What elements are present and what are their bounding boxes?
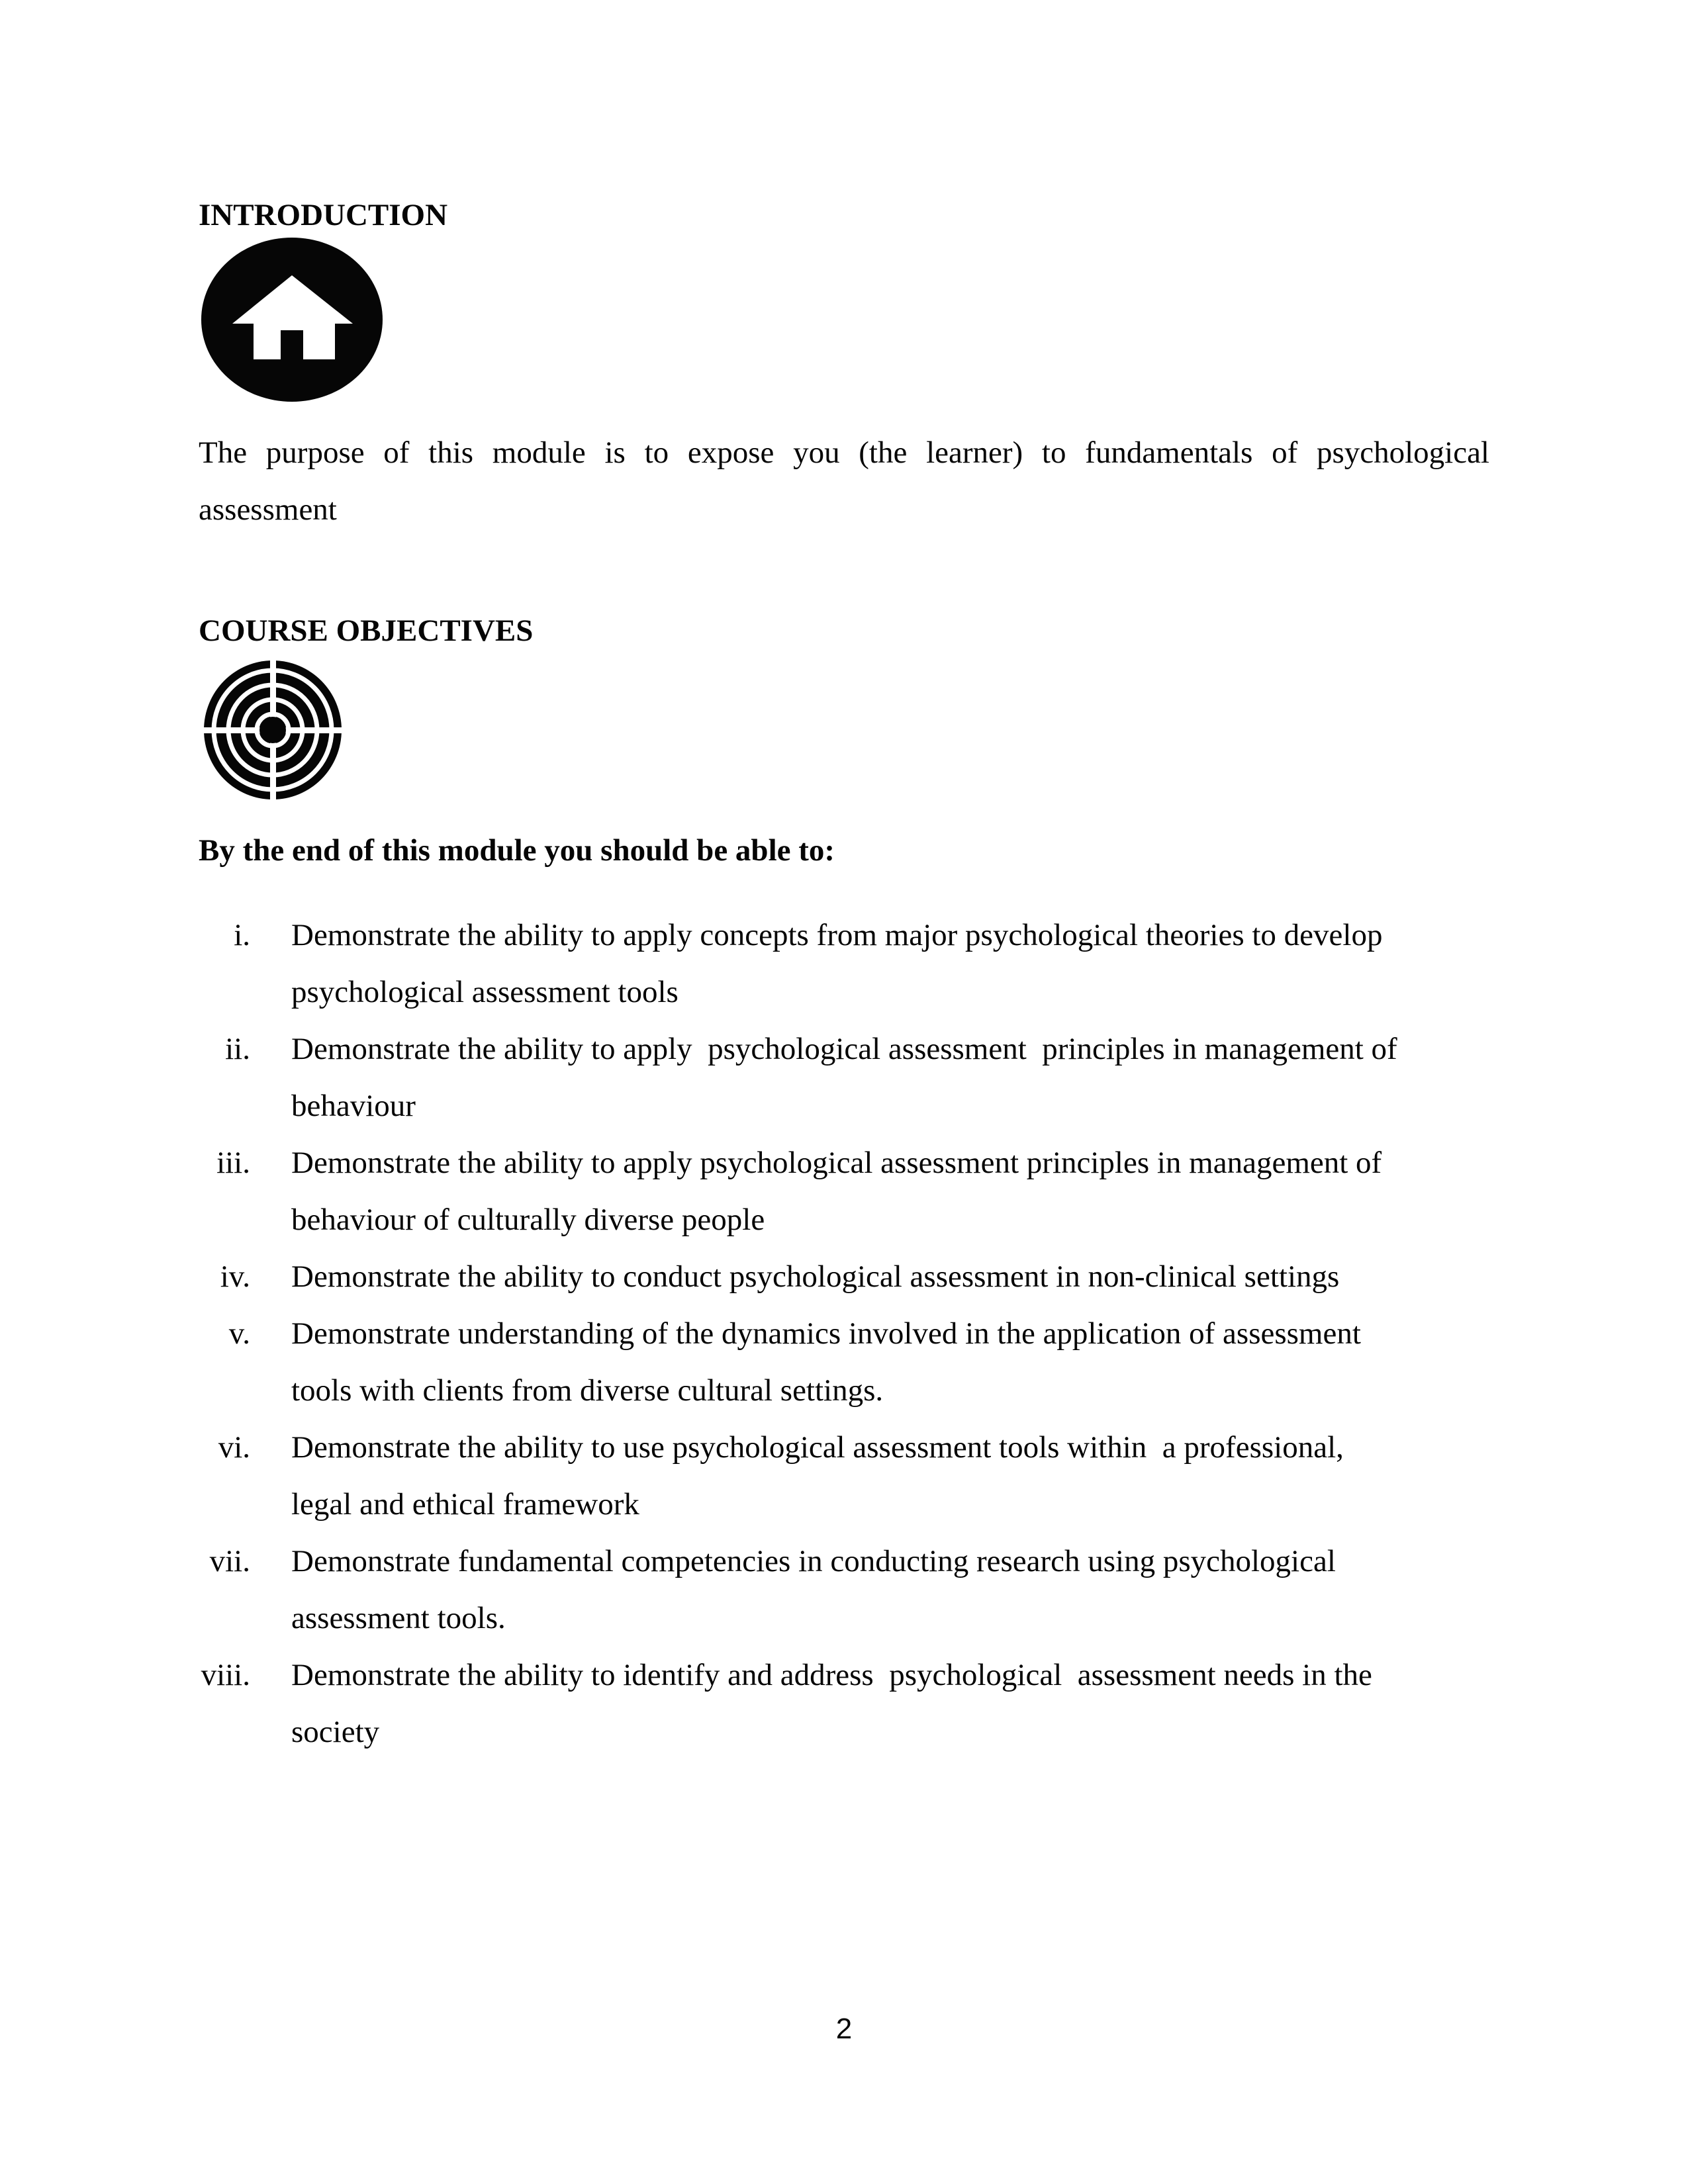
list-item-text: behaviour bbox=[291, 1089, 416, 1123]
home-icon bbox=[201, 237, 384, 402]
list-item-numeral: iii. bbox=[216, 1146, 250, 1180]
target-icon bbox=[199, 659, 348, 801]
list-item-text: Demonstrate fundamental competencies in conducting research using psychological bbox=[291, 1544, 1336, 1578]
objectives-intro: By the end of this module you should be able to: bbox=[199, 833, 835, 868]
list-item-text: assessment tools. bbox=[291, 1601, 506, 1635]
list-item-line bbox=[199, 1647, 1489, 1704]
list-item-line bbox=[199, 907, 1489, 964]
list-item-numeral: vi. bbox=[218, 1430, 250, 1465]
list-item-numeral: viii. bbox=[201, 1658, 250, 1692]
list-item-line bbox=[199, 1533, 1489, 1590]
list-item-text: Demonstrate the ability to apply psychological assessment principles in management of bbox=[291, 1146, 1382, 1180]
list-item-line bbox=[199, 1134, 1489, 1191]
list-item-text: Demonstrate understanding of the dynamics involved in the application of assessment bbox=[291, 1316, 1361, 1351]
list-item-line bbox=[199, 1476, 1489, 1533]
list-item-text: Demonstrate the ability to conduct psychological assessment in non-clinical settings bbox=[291, 1259, 1340, 1294]
paragraph-line: The purpose of this module is to expose you (the learner) to fundamentals of psychological bbox=[199, 435, 1489, 470]
list-item-line bbox=[199, 1362, 1489, 1419]
introduction-paragraph bbox=[199, 424, 1489, 538]
list-item-line bbox=[199, 1704, 1489, 1760]
list-item-line bbox=[199, 1021, 1489, 1077]
page-number: 2 bbox=[835, 2013, 853, 2045]
list-item-line bbox=[199, 964, 1489, 1021]
introduction-heading: INTRODUCTION bbox=[199, 198, 448, 232]
list-item-numeral: ii. bbox=[225, 1032, 250, 1066]
list-item-text: Demonstrate the ability to apply concepts from major psychological theories to develop bbox=[291, 918, 1383, 952]
course-objectives-heading: COURSE OBJECTIVES bbox=[199, 614, 534, 648]
list-item-numeral: v. bbox=[228, 1316, 250, 1351]
list-item-line bbox=[199, 1077, 1489, 1134]
list-item-text: legal and ethical framework bbox=[291, 1487, 639, 1522]
list-item-line bbox=[199, 1191, 1489, 1248]
list-item-text: Demonstrate the ability to apply psychological assessment principles in management of bbox=[291, 1032, 1397, 1066]
list-item-text: society bbox=[291, 1715, 380, 1749]
list-item-numeral: vii. bbox=[209, 1544, 250, 1578]
objectives-list bbox=[199, 907, 1489, 1760]
list-item-line bbox=[199, 1419, 1489, 1476]
list-item-line bbox=[199, 1248, 1489, 1305]
list-item-numeral: iv. bbox=[220, 1259, 250, 1294]
list-item-text: Demonstrate the ability to identify and address psychological assessment needs in the bbox=[291, 1658, 1372, 1692]
list-item-text: behaviour of culturally diverse people bbox=[291, 1203, 765, 1237]
list-item-text: Demonstrate the ability to use psychological assessment tools within a professional, bbox=[291, 1430, 1344, 1465]
list-item-numeral: i. bbox=[234, 918, 250, 952]
list-item-text: tools with clients from diverse cultural settings. bbox=[291, 1373, 884, 1408]
paragraph-line: assessment bbox=[199, 492, 337, 527]
list-item-text: psychological assessment tools bbox=[291, 975, 679, 1009]
list-item-line bbox=[199, 1305, 1489, 1362]
list-item-line bbox=[199, 1590, 1489, 1647]
